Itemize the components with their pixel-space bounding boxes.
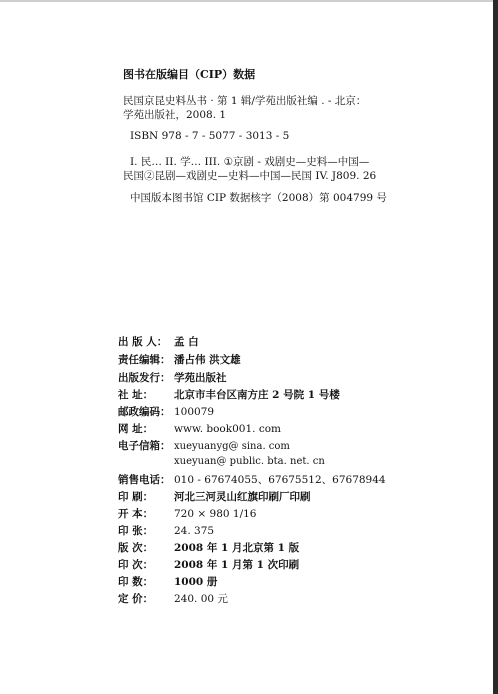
colophon-row-email xyxy=(118,440,290,453)
colophon-label: 印 张： xyxy=(118,525,154,537)
colophon-label: 社 址： xyxy=(118,389,154,401)
colophon-value: 河北三河灵山红旗印刷厂印刷 xyxy=(174,491,311,503)
colophon-value: www. book001. com xyxy=(174,423,281,435)
colophon-value: 学苑出版社 xyxy=(174,372,227,384)
colophon-row-editors xyxy=(118,354,241,367)
colophon-label: 销售电话： xyxy=(118,474,171,486)
page-top-edge xyxy=(0,0,498,2)
colophon-label: 网 址： xyxy=(118,423,154,435)
colophon-row-impression xyxy=(118,559,299,572)
colophon-row-edition xyxy=(118,542,299,555)
cip-number: 中国版本图书馆 CIP 数据核字（2008）第 004799 号 xyxy=(130,192,387,204)
colophon-value: 1000 册 xyxy=(174,576,218,588)
colophon-row-format xyxy=(118,508,256,521)
colophon-value: 720 × 980 1/16 xyxy=(174,508,257,520)
colophon-label: 责任编辑： xyxy=(118,354,171,366)
colophon-label: 印 数： xyxy=(118,576,154,588)
colophon-row-distributor xyxy=(118,372,227,385)
colophon-label: 印 刷： xyxy=(118,491,154,503)
colophon-row-sheets xyxy=(118,525,214,538)
page-right-edge xyxy=(493,0,498,694)
colophon-row-printer xyxy=(118,491,311,504)
colophon-value: xueyuanyg@ sina. com xyxy=(174,441,290,452)
colophon-label: 出 版 人： xyxy=(118,336,168,348)
isbn: ISBN 978 - 7 - 5077 - 3013 - 5 xyxy=(130,130,290,142)
colophon-value: 北京市丰台区南方庄 2 号院 1 号楼 xyxy=(174,389,340,401)
colophon-email-2: xueyuan@ public. bta. net. cn xyxy=(174,456,325,467)
colophon-label: 邮政编码： xyxy=(118,406,171,418)
cip-line-1: 民国京昆史料丛书 · 第 1 辑/学苑出版社编 . - 北京： xyxy=(123,95,367,107)
colophon-label: 版 次： xyxy=(118,542,154,554)
colophon-value: 010 - 67674055、67675512、67678944 xyxy=(174,474,386,486)
colophon-row-postcode xyxy=(118,406,214,419)
colophon-label: 印 次： xyxy=(118,559,154,571)
colophon-label: 开 本： xyxy=(118,508,154,520)
cip-line-2: 学苑出版社，2008. 1 xyxy=(123,109,227,121)
classification-line-2: 民国②昆剧—戏剧史—史料—中国—民国 IV. J809. 26 xyxy=(123,170,377,182)
colophon-value: 2008 年 1 月第 1 次印刷 xyxy=(174,559,300,571)
cip-title: 图书在版编目（CIP）数据 xyxy=(123,68,256,81)
colophon-value: 2008 年 1 月北京第 1 版 xyxy=(174,542,300,554)
colophon-row-address xyxy=(118,389,340,402)
colophon-row-print-run xyxy=(118,576,217,589)
colophon-label: 电子信箱： xyxy=(118,440,171,452)
colophon-label: 定 价： xyxy=(118,593,154,605)
colophon-row-website xyxy=(118,423,281,436)
colophon-row-price xyxy=(118,593,228,606)
colophon-value: 24. 375 xyxy=(174,525,215,537)
colophon-row-publisher xyxy=(118,336,199,349)
colophon-value: 240. 00 元 xyxy=(174,593,228,605)
classification-line-1: I. 民… II. 学… III. ①京剧 - 戏剧史—史料—中国— xyxy=(130,156,370,168)
colophon-row-sales-phone xyxy=(118,474,386,487)
colophon-value: 100079 xyxy=(174,406,215,418)
colophon-label: 出版发行： xyxy=(118,372,171,384)
colophon-value: 孟 白 xyxy=(174,336,199,348)
colophon-value: 潘占伟 洪文雄 xyxy=(174,354,241,366)
